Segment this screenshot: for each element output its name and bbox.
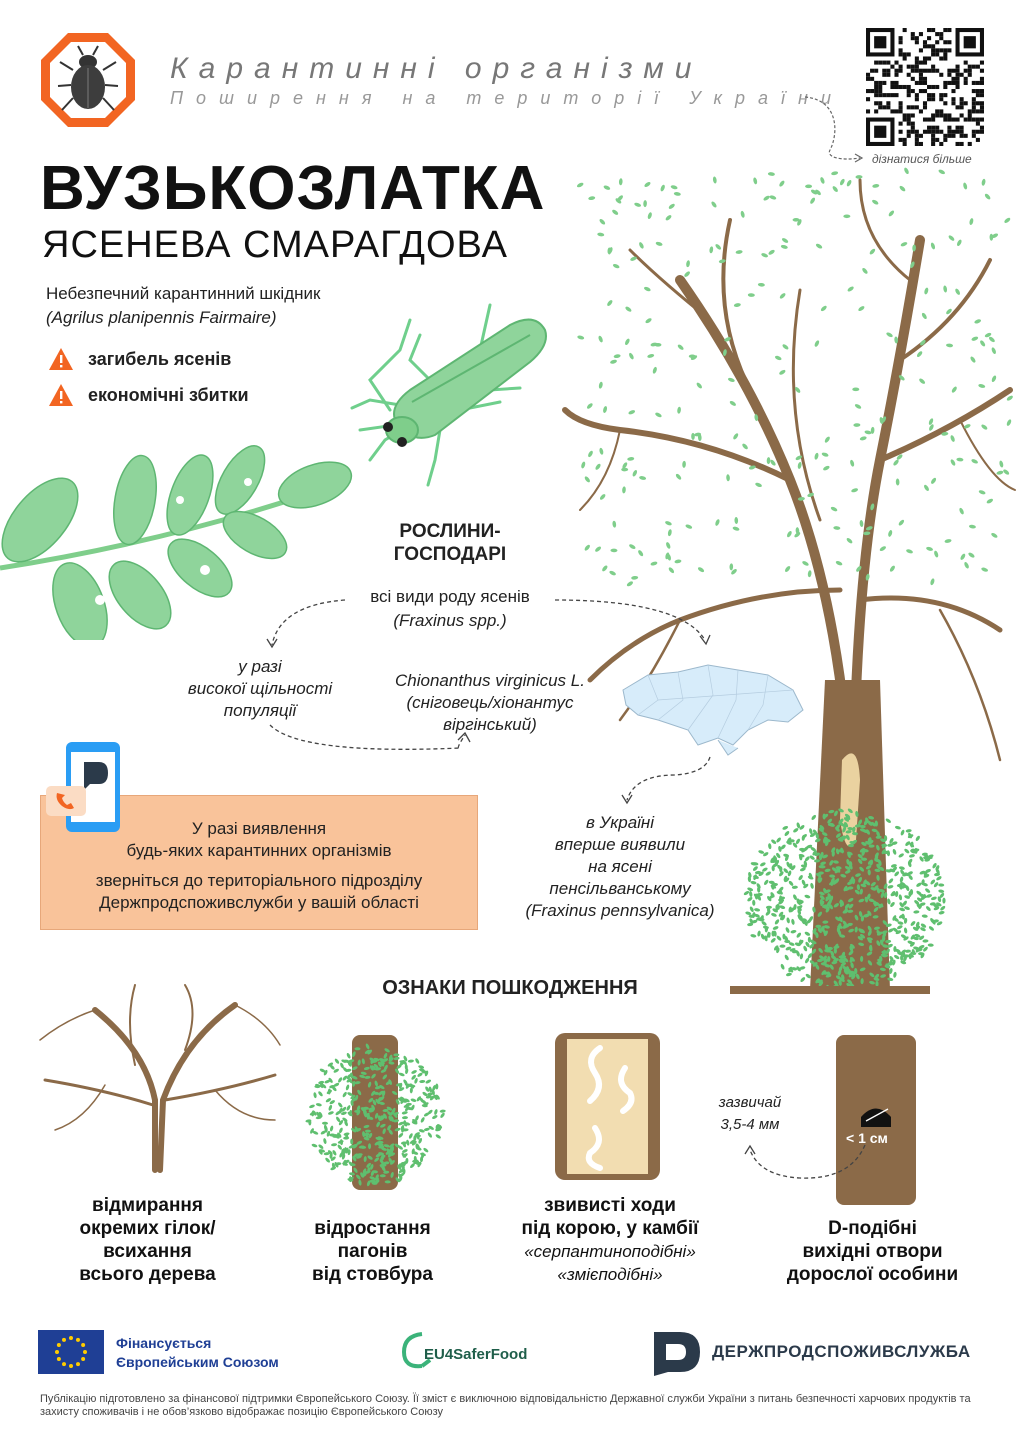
hole-size-label1: зазвичай <box>718 1094 782 1111</box>
qr-code[interactable] <box>866 28 984 146</box>
sign-line: всього дерева <box>79 1264 216 1285</box>
agency-logo-mark <box>652 1330 702 1376</box>
eu4saferfood-logo-text: EU4SaferFood <box>424 1346 528 1363</box>
hole-size-arrow <box>740 1140 870 1185</box>
host-condition-line1: у разі <box>238 657 282 676</box>
ukraine-line3: на ясені <box>588 857 652 876</box>
phone-call-icon <box>44 740 124 835</box>
ukraine-line2: вперше виявили <box>554 835 686 854</box>
hosts-heading <box>360 520 540 566</box>
host-secondary-line3: віргінський) <box>443 715 537 734</box>
quarantine-beetle-logo <box>38 30 138 130</box>
notice-line3: зверніться до територіального підрозділу <box>95 871 423 890</box>
host-secondary-line2: (сніговець/хіонантус <box>406 693 574 712</box>
host-secondary-latin: Chionanthus virginicus L. <box>395 671 585 690</box>
sign-line: відмирання <box>92 1195 203 1216</box>
funding-disclaimer: Публікацію підготовлено за фінансової підтримки Європейського Союзу. Її зміст є виключною відповідальністю Державної служби України з питань безпечності харчових продуктів та захисту споживачів і не обов’язково відображає позицію Європейського Союзу <box>40 1393 971 1418</box>
beetle-illustration <box>340 290 570 490</box>
ukraine-line1: в Україні <box>585 813 655 832</box>
pest-description: Небезпечний карантинний шкідник <box>46 284 321 303</box>
sign-line: звивисті ходи <box>544 1195 676 1216</box>
qr-pointer-arrow <box>800 95 870 170</box>
notice-line1: У разі виявлення <box>191 819 327 838</box>
sprouting-trunk-illustration <box>300 1035 450 1195</box>
eu-funding-text <box>116 1334 279 1372</box>
sign-line: дорослої особини <box>786 1264 959 1285</box>
serpentine-galleries-illustration <box>555 1033 660 1180</box>
host-primary: всі види роду ясенів <box>370 587 530 606</box>
eu-funding-line1: Фінансується <box>116 1335 212 1351</box>
eu-funding-line2: Європейським Союзом <box>116 1354 279 1370</box>
series-title: Карантинні організми <box>170 52 703 85</box>
notice-line2: будь-яких карантинних організмів <box>126 841 392 860</box>
qr-caption: дізнатися більше <box>872 152 972 166</box>
hole-max-size: < 1 см <box>846 1130 888 1146</box>
ukraine-latin: (Fraxinus pennsylvanica) <box>525 901 715 920</box>
warning-economic-loss <box>48 383 249 407</box>
map-to-text-arrow <box>615 755 715 810</box>
sign-subline: «змієподібні» <box>557 1265 663 1284</box>
sign-line: окремих гілок/ <box>79 1218 216 1239</box>
sign-sprouting <box>280 1217 465 1286</box>
ukraine-first-detection <box>500 812 740 922</box>
agency-name: ДЕРЖПРОДСПОЖИВСЛУЖБА <box>712 1342 971 1361</box>
eu-flag-logo <box>38 1330 104 1374</box>
host-secondary <box>380 670 600 736</box>
warning-text: економічні збитки <box>88 384 249 405</box>
sign-line: пагонів <box>337 1241 408 1262</box>
warning-text: загибель ясенів <box>88 348 232 369</box>
sign-line: всихання <box>103 1241 192 1262</box>
pest-name-main: ВУЗЬКОЗЛАТКА <box>40 154 546 223</box>
warning-ash-death <box>48 347 231 371</box>
sign-subline: «серпантиноподібні» <box>524 1242 696 1261</box>
pest-name-sub: ЯСЕНЕВА СМАРАГДОВА <box>42 224 508 266</box>
warning-icon <box>48 383 74 407</box>
dead-tree-illustration <box>35 980 285 1175</box>
host-condition-line2: високої щільності <box>187 679 333 698</box>
sign-galleries <box>490 1194 730 1286</box>
ukraine-map <box>618 660 808 760</box>
sign-line: під корою, у камбії <box>521 1218 699 1239</box>
host-condition-line3: популяції <box>223 701 297 720</box>
host-primary-latin: (Fraxinus spp.) <box>393 611 507 630</box>
pest-latin-name: (Agrilus planipennis Fairmaire) <box>46 308 277 327</box>
host-condition <box>165 656 355 722</box>
signs-heading: ОЗНАКИ ПОШКОДЖЕННЯ <box>382 977 638 999</box>
warning-icon <box>48 347 74 371</box>
hosts-heading-line1: РОСЛИНИ- <box>399 521 501 542</box>
sign-dieback <box>40 1194 255 1286</box>
sign-exit-holes <box>765 1217 980 1286</box>
hole-size-label <box>695 1092 805 1136</box>
sign-line: вихідні отвори <box>802 1241 943 1262</box>
sign-line: від стовбура <box>312 1264 433 1285</box>
notice-line4: Держпродспоживслужби у вашій області <box>99 893 419 912</box>
sign-line: відростання <box>314 1218 431 1239</box>
series-subtitle: Поширення на території України <box>170 88 844 108</box>
hole-size-label2: 3,5-4 мм <box>720 1116 780 1133</box>
sign-line: D-подібні <box>828 1218 917 1239</box>
hosts-heading-line2: ГОСПОДАРІ <box>393 544 507 565</box>
ukraine-line4: пенсільванському <box>549 879 691 898</box>
